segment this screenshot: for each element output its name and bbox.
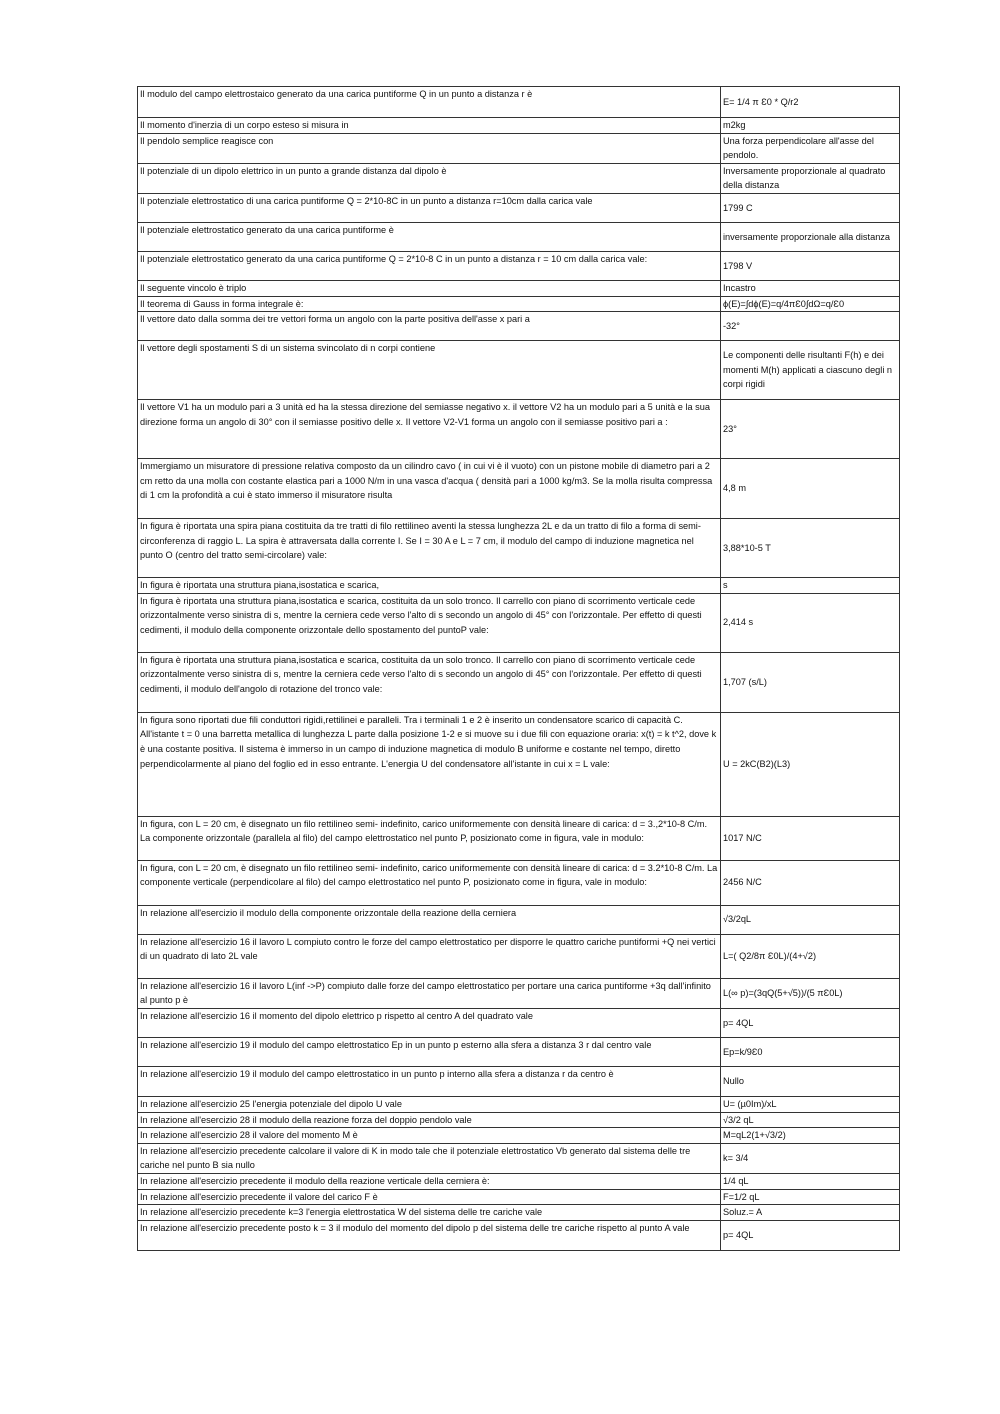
answer-cell: p= 4QL — [721, 1008, 900, 1037]
table-row — [138, 860, 900, 905]
answer-cell: 1,707 (s/L) — [721, 652, 900, 712]
table-row — [138, 578, 900, 594]
question-cell: Il momento d'inerzia di un corpo esteso si misura in — [138, 118, 721, 134]
question-cell: In figura, con L = 20 cm, è disegnato un filo rettilineo semi- indefinito, carico uniformemente con densità lineare di carica: d = 3.,2*10-8 C/m. La componente orizzontale (parallela al filo) del campo elettrostatico nel punto P, posizionato come in figura, vale in modulo: — [138, 816, 721, 860]
question-cell: In figura è riportata una spira piana costituita da tre tratti di filo rettilineo aventi la stessa lunghezza 2L e da un tratto di filo a forma di semi-circonferenza di raggio L. La spira è attraversata dalla corrente I. Se I = 30 A e L = 7 cm, il modulo del campo di induzione magnetica nel punto O (centro del tratto semi-circolare) vale: — [138, 519, 721, 578]
question-cell: In relazione all'esercizio 19 il modulo del campo elettrostatico Ep in un punto p esterno alla sfera a distanza 3 r dal centro vale — [138, 1037, 721, 1066]
answer-cell: 2,414 s — [721, 593, 900, 652]
question-cell: Il potenziale elettrostatico di una carica puntiforme Q = 2*10-8C in un punto a distanza r=10cm dalla carica vale — [138, 193, 721, 222]
question-cell: Il pendolo semplice reagisce con — [138, 133, 721, 163]
table-row — [138, 222, 900, 251]
table-row — [138, 459, 900, 519]
table-row — [138, 251, 900, 280]
table-row — [138, 978, 900, 1008]
question-cell: In relazione all'esercizio 28 il valore del momento M è — [138, 1128, 721, 1144]
table-row — [138, 1173, 900, 1189]
table-row — [138, 816, 900, 860]
table-row — [138, 1189, 900, 1205]
answer-cell: -32° — [721, 312, 900, 341]
question-cell: In relazione all'esercizio 28 il modulo della reazione forza del doppio pendolo vale — [138, 1112, 721, 1128]
qa-table — [137, 86, 900, 1251]
answer-cell: m2kg — [721, 118, 900, 134]
question-cell: In figura sono riportati due fili conduttori rigidi,rettilinei e paralleli. Tra i terminali 1 e 2 è inserito un condensatore scarico di capacità C. All'istante t = 0 una barretta metallica di lunghezza L parte dalla posizione 1-2 e si muove su i due fili con equazione oraria: x(t) = k t^2, dove k è una costante positiva. Il sistema è immerso in un campo di induzione magnetica di modulo B uniforme e costante nel tempo, diretto perpendicolarmente al piano del foglio ed in esso entrante. L'energia U del condensatore all'istante in cui x = L vale: — [138, 712, 721, 816]
answer-cell: L(∞ p)=(3qQ(5+√5))/(5 πƐ0L) — [721, 978, 900, 1008]
question-cell: In relazione all'esercizio precedente k=3 l'energia elettrostatica W del sistema delle tre cariche vale — [138, 1205, 721, 1221]
table-row — [138, 400, 900, 459]
answer-cell: Nullo — [721, 1066, 900, 1096]
answer-cell: 3,88*10-5 T — [721, 519, 900, 578]
question-cell: Il potenziale elettrostatico generato da una carica puntiforme è — [138, 222, 721, 251]
answer-cell: Ep=k/9Ɛ0 — [721, 1037, 900, 1066]
answer-cell: Soluz.= A — [721, 1205, 900, 1221]
table-row — [138, 296, 900, 312]
question-cell: Il potenziale di un dipolo elettrico in un punto a grande distanza dal dipolo è — [138, 163, 721, 193]
table-row — [138, 1143, 900, 1173]
answer-cell: k= 3/4 — [721, 1143, 900, 1173]
answer-cell: Una forza perpendicolare all'asse del pendolo. — [721, 133, 900, 163]
answer-cell: 1798 V — [721, 251, 900, 280]
answer-cell: M=qL2(1+√3/2) — [721, 1128, 900, 1144]
question-cell: In relazione all'esercizio 16 il momento del dipolo elettrico p rispetto al centro A del quadrato vale — [138, 1008, 721, 1037]
question-cell: Il seguente vincolo è triplo — [138, 280, 721, 296]
table-row — [138, 1037, 900, 1066]
answer-cell: 23° — [721, 400, 900, 459]
question-cell: In relazione all'esercizio precedente calcolare il valore di K in modo tale che il potenziale elettrostatico Vb generato dal sistema delle tre cariche nel punto B sia nullo — [138, 1143, 721, 1173]
answer-cell: U = 2kC(B2)(L3) — [721, 712, 900, 816]
question-cell: In relazione all'esercizio 19 il modulo del campo elettrostatico in un punto p interno alla sfera a distanza r da centro è — [138, 1066, 721, 1096]
question-cell: In figura è riportata una struttura piana,isostatica e scarica, costituita da un solo tronco. Il carrello con piano di scorrimento verticale cede orizzontalmente verso sinistra di s, mentre la cerniera cede verso l'alto di s secondo un angolo di 45° con l'orizzontale. Per effetto di questi cedimenti, il modulo della componente orizzontale dello spostamento del puntoP vale: — [138, 593, 721, 652]
question-cell: In relazione all'esercizio precedente posto k = 3 il modulo del momento del dipolo p del sistema delle tre cariche rispetto al punto A vale — [138, 1220, 721, 1250]
table-row — [138, 519, 900, 578]
qa-table-body — [138, 87, 900, 1251]
answer-cell: Incastro — [721, 280, 900, 296]
question-cell: Immergiamo un misuratore di pressione relativa composto da un cilindro cavo ( in cui vi è il vuoto) con un pistone mobile di diametro pari a 2 cm retto da una molla con costante elastica pari a 1000 N/m in una vasca d'acqua ( densità pari a 1000 kg/m3. Se la molla risulta compressa di 1 cm la profondità a cui è stato immerso il misuratore risulta — [138, 459, 721, 519]
table-row — [138, 1066, 900, 1096]
table-row — [138, 593, 900, 652]
table-row — [138, 163, 900, 193]
answer-cell: Inversamente proporzionale al quadrato della distanza — [721, 163, 900, 193]
answer-cell: √3/2 qL — [721, 1112, 900, 1128]
table-row — [138, 1096, 900, 1112]
answer-cell: Le componenti delle risultanti F(h) e dei momenti M(h) applicati a ciascuno degli n corpi rigidi — [721, 341, 900, 400]
table-row — [138, 193, 900, 222]
table-row — [138, 934, 900, 978]
question-cell: In relazione all'esercizio precedente il valore del carico F è — [138, 1189, 721, 1205]
answer-cell: 2456 N/C — [721, 860, 900, 905]
table-row — [138, 341, 900, 400]
answer-cell: 1/4 qL — [721, 1173, 900, 1189]
answer-cell: p= 4QL — [721, 1220, 900, 1250]
answer-cell: inversamente proporzionale alla distanza — [721, 222, 900, 251]
answer-cell: U= (µ0Im)/xL — [721, 1096, 900, 1112]
question-cell: Il potenziale elettrostatico generato da una carica puntiforme Q = 2*10-8 C in un punto a distanza r = 10 cm dalla carica vale: — [138, 251, 721, 280]
table-row — [138, 652, 900, 712]
table-row — [138, 118, 900, 134]
question-cell: In relazione all'esercizio 16 il lavoro L compiuto contro le forze del campo elettrostatico per disporre le quattro cariche puntiformi +Q nei vertici di un quadrato di lato 2L vale — [138, 934, 721, 978]
answer-cell: 1017 N/C — [721, 816, 900, 860]
answer-cell: L=( Q2/8π Ɛ0L)/(4+√2) — [721, 934, 900, 978]
question-cell: In relazione all'esercizio il modulo della componente orizzontale della reazione della cerniera — [138, 905, 721, 934]
question-cell: In figura è riportata una struttura piana,isostatica e scarica, costituita da un solo tronco. Il carrello con piano di scorrimento verticale cede orizzontalmente verso sinistra di s, mentre la cerniera cede verso l'alto di s secondo un angolo di 45° con l'orizzontale. Per effetto di questi cedimenti, il modulo dell'angolo di rotazione del tronco vale: — [138, 652, 721, 712]
question-cell: Il vettore V1 ha un modulo pari a 3 unità ed ha la stessa direzione del semiasse negativo x. il vettore V2 ha un modulo pari a 5 unità e la sua direzione forma un angolo di 30° con il semiasse positivo delle x. Il vettore V2-V1 forma un angolo con il semiasse positivo pari a : — [138, 400, 721, 459]
question-cell: Il vettore dato dalla somma dei tre vettori forma un angolo con la parte positiva dell'asse x pari a — [138, 312, 721, 341]
answer-cell: s — [721, 578, 900, 594]
table-row — [138, 1220, 900, 1250]
answer-cell: 4,8 m — [721, 459, 900, 519]
table-row — [138, 1112, 900, 1128]
answer-cell: 1799 C — [721, 193, 900, 222]
question-cell: In relazione all'esercizio precedente il modulo della reazione verticale della cerniera è: — [138, 1173, 721, 1189]
table-row — [138, 133, 900, 163]
answer-cell: ϕ(E)=∫dϕ(E)=q/4πƐ0∫dΩ=q/Ɛ0 — [721, 296, 900, 312]
question-cell: In relazione all'esercizio 16 il lavoro L(inf ->P) compiuto dalle forze del campo elettrostatico per portare una carica puntiforme +3q dall'infinito al punto p è — [138, 978, 721, 1008]
question-cell: Il vettore degli spostamenti S di un sistema svincolato di n corpi contiene — [138, 341, 721, 400]
question-cell: Il teorema di Gauss in forma integrale è: — [138, 296, 721, 312]
table-row — [138, 280, 900, 296]
table-row — [138, 712, 900, 816]
table-row — [138, 1205, 900, 1221]
table-row — [138, 87, 900, 118]
table-row — [138, 905, 900, 934]
question-cell: In relazione all'esercizio 25 l'energia potenziale del dipolo U vale — [138, 1096, 721, 1112]
answer-cell: E= 1/4 π Ɛ0 * Q/r2 — [721, 87, 900, 118]
answer-cell: F=1/2 qL — [721, 1189, 900, 1205]
question-cell: Il modulo del campo elettrostaico generato da una carica puntiforme Q in un punto a distanza r è — [138, 87, 721, 118]
answer-cell: √3/2qL — [721, 905, 900, 934]
question-cell: In figura è riportata una struttura piana,isostatica e scarica, — [138, 578, 721, 594]
table-row — [138, 1008, 900, 1037]
table-row — [138, 312, 900, 341]
table-row — [138, 1128, 900, 1144]
question-cell: In figura, con L = 20 cm, è disegnato un filo rettilineo semi- indefinito, carico uniformemente con densità lineare di carica: d = 3.2*10-8 C/m. La componente verticale (perpendicolare al filo) del campo elettrostatico nel punto P, posizionato come in figura, vale in modulo: — [138, 860, 721, 905]
